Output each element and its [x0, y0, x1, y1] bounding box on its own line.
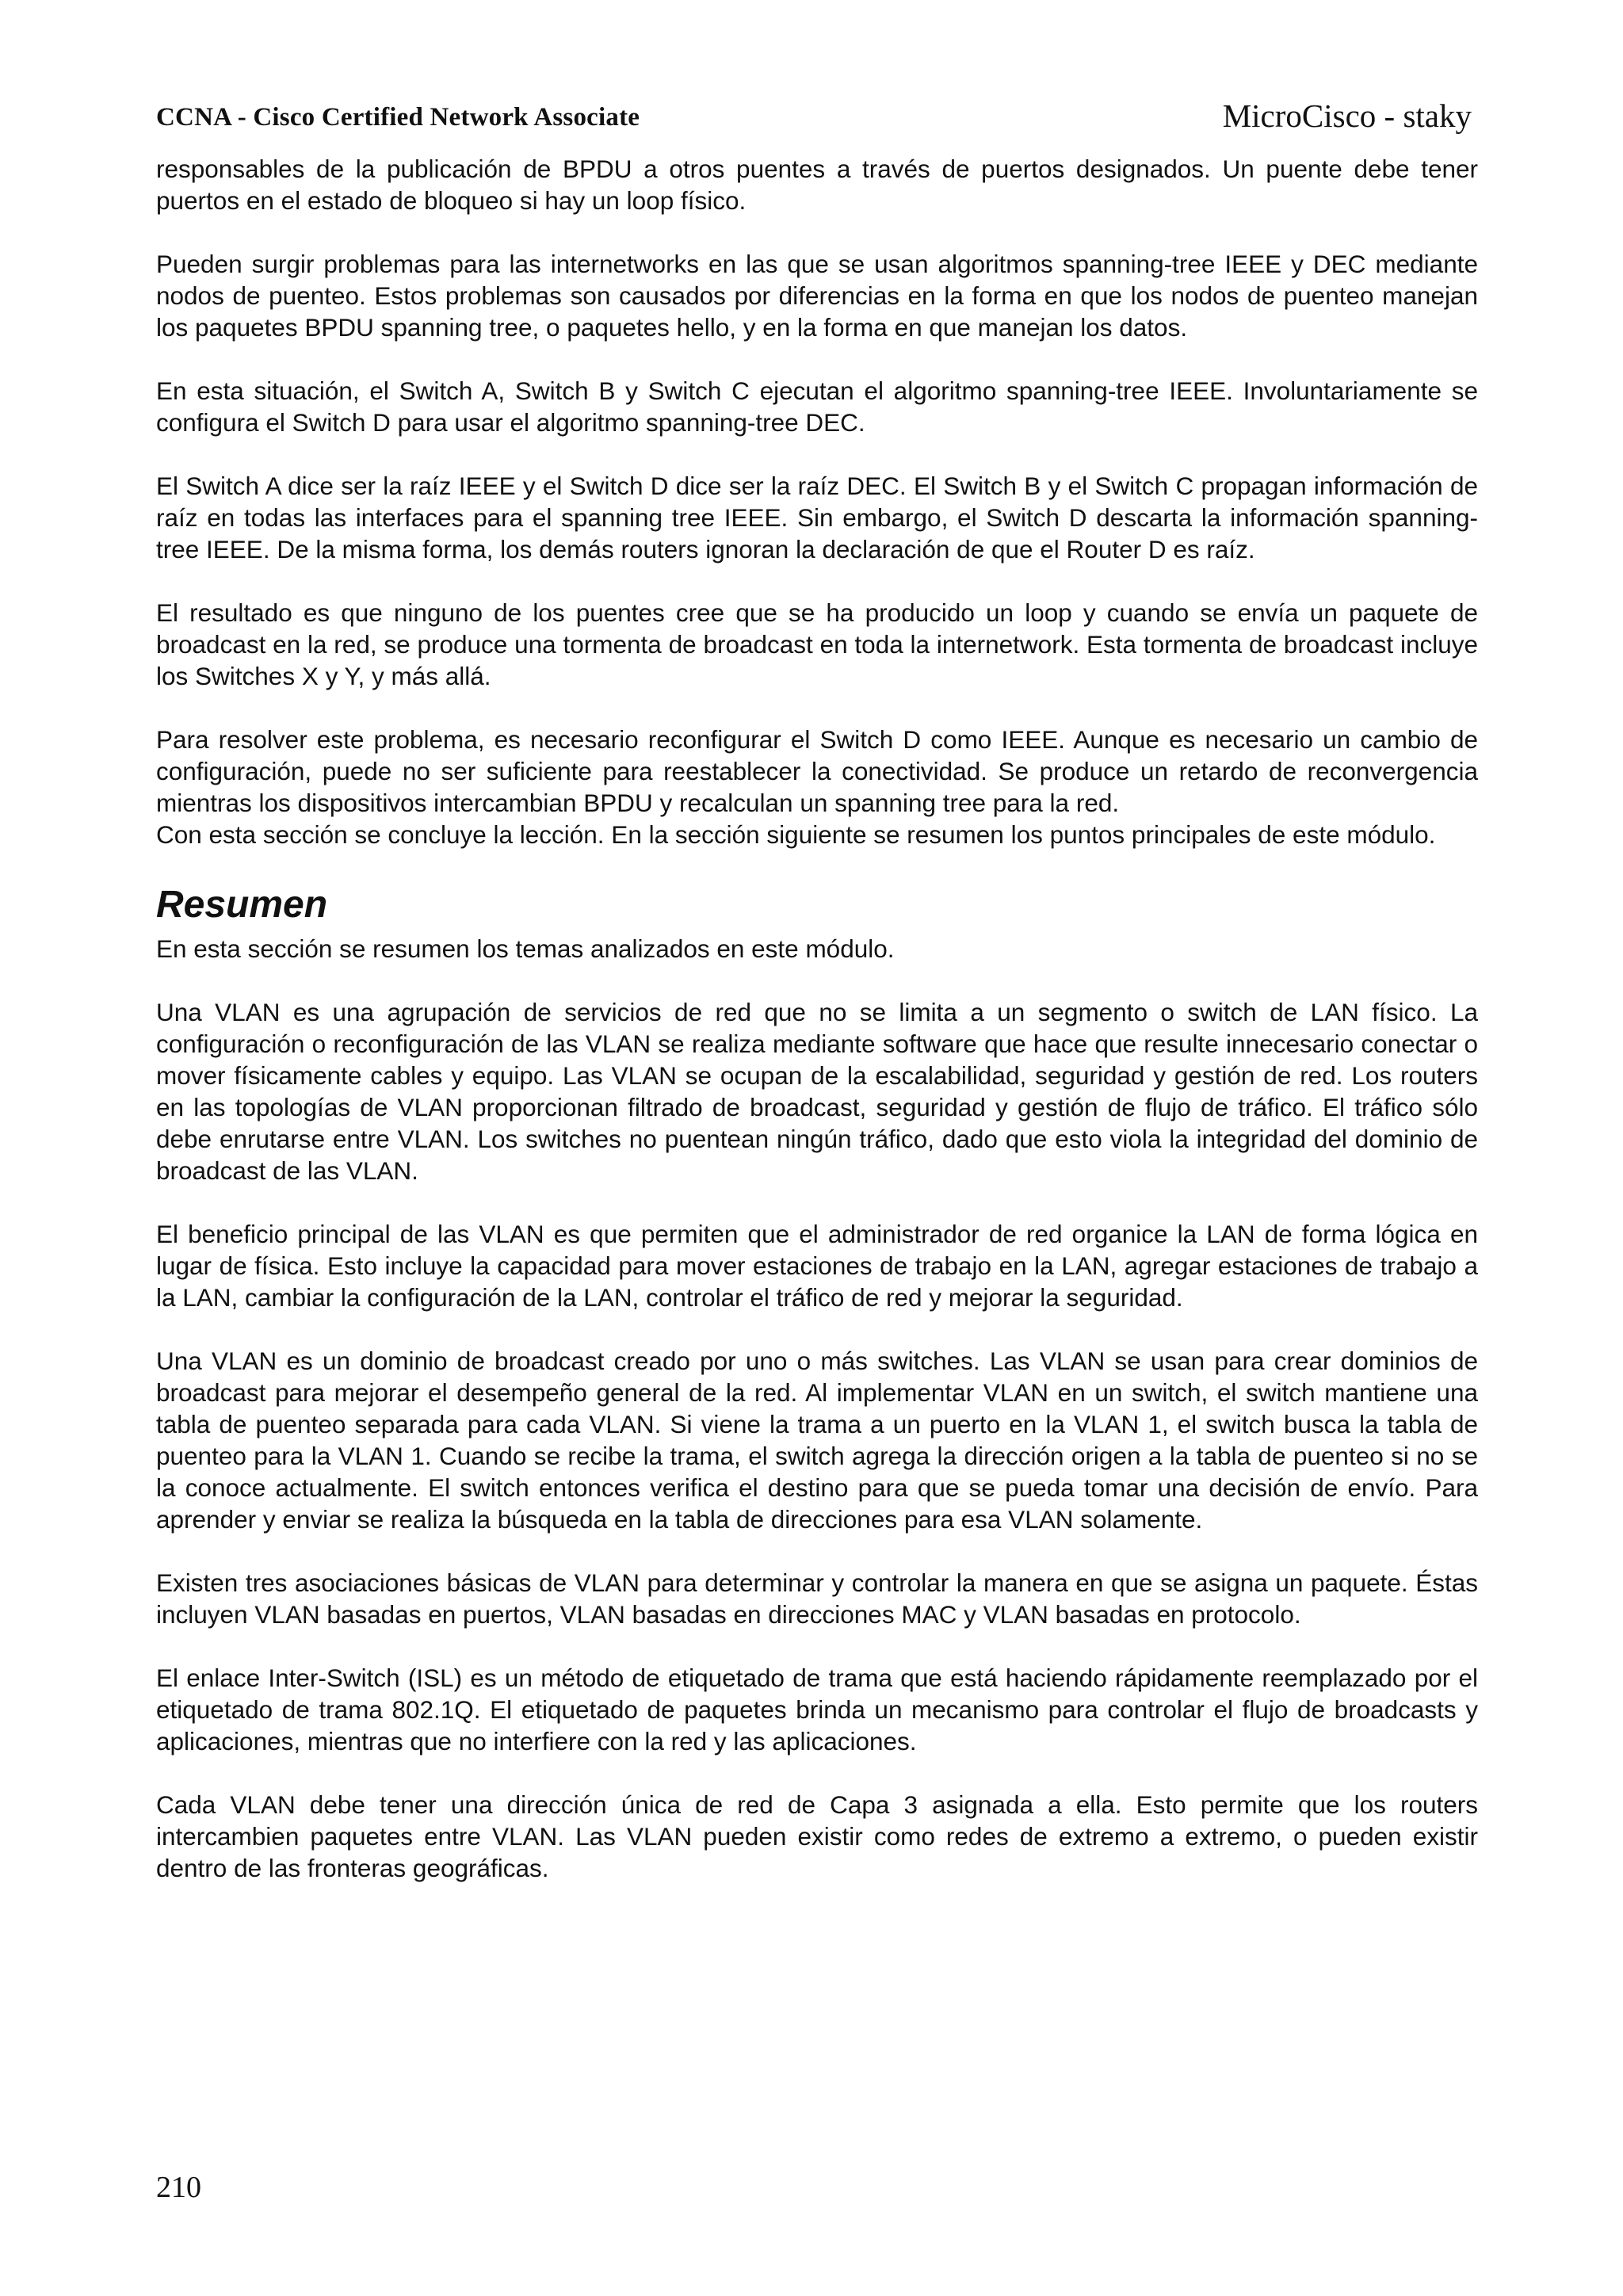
paragraph: Cada VLAN debe tener una dirección única de red de Capa 3 asignada a ella. Esto permite que los routers intercambien paquetes entre VLAN. Las VLAN pueden existir como redes de extremo a extremo, o pueden existir dentro de las fronteras geográficas. [156, 1790, 1478, 1882]
paragraph: El Switch A dice ser la raíz IEEE y el Switch D dice ser la raíz DEC. El Switch B y el Switch C propagan información de raíz en todas las interfaces para el spanning tree IEEE. Sin embargo, el Switch D descarta la información spanning-tree IEEE. De la misma forma, los demás routers ignoran la declaración de que el Router D es raíz. [156, 472, 1478, 563]
paragraph: Una VLAN es un dominio de broadcast creado por uno o más switches. Las VLAN se usan para crear dominios de broadcast para mejorar el desempeño general de la red. Al implementar VLAN en un switch, el switch mantiene una tabla de puenteo separada para cada VLAN. Si viene la trama a un puerto en la VLAN 1, el switch busca la tabla de puenteo para la VLAN 1. Cuando se recibe la trama, el switch agrega la dirección origen a la tabla de puenteo si no se la conoce actualmente. El switch entonces verifica el destino para que se pueda tomar una decisión de envío. Para aprender y enviar se realiza la búsqueda en la tabla de direcciones para esa VLAN solamente. [156, 1347, 1478, 1534]
paragraph: En esta situación, el Switch A, Switch B y Switch C ejecutan el algoritmo spanning-tree IEEE. Involuntariamente se configura el Switch D para usar el algoritmo spanning-tree DEC. [156, 376, 1478, 437]
paragraph: El resultado es que ninguno de los puentes cree que se ha producido un loop y cuando se envía un paquete de broadcast en la red, se produce una tormenta de broadcast en toda la internetwork. Esta tormenta de broadcast incluye los Switches X y Y, y más allá. [156, 598, 1478, 690]
paragraph: Pueden surgir problemas para las internetworks en las que se usan algoritmos spanning-tree IEEE y DEC mediante nodos de puenteo. Estos problemas son causados por diferencias en la forma en que los nodos de puenteo manejan los paquetes BPDU spanning tree, o paquetes hello, y en la forma en que manejan los datos. [156, 250, 1478, 342]
paragraph: El enlace Inter-Switch (ISL) es un método de etiquetado de trama que está haciendo rápidamente reemplazado por el etiquetado de trama 802.1Q. El etiquetado de paquetes brinda un mecanismo para controlar el flujo de broadcasts y aplicaciones, mientras que no interfiere con la red y las aplicaciones. [156, 1664, 1478, 1755]
section-heading: Resumen [156, 884, 328, 926]
header-author: MicroCisco - staky [1222, 97, 1472, 134]
paragraph: Con esta sección se concluye la lección. En la sección siguiente se resumen los puntos principales de este módulo. [156, 820, 1436, 849]
document-body [156, 153, 1478, 1916]
paragraph: Una VLAN es una agrupación de servicios de red que no se limita a un segmento o switch de LAN físico. La configuración o reconfiguración de las VLAN se realiza mediante software que hace que resulte innecesario conectar o mover físicamente cables y equipo. Las VLAN se ocupan de la escalabilidad, seguridad y gestión de red. Los routers en las topologías de VLAN proporcionan filtrado de broadcast, seguridad y gestión de flujo de tráfico. El tráfico sólo debe enrutarse entre VLAN. Los switches no puentean ningún tráfico, dado que esto viola la integridad del dominio de broadcast de las VLAN. [156, 998, 1478, 1185]
header-title: CCNA - Cisco Certified Network Associate [156, 103, 640, 132]
paragraph: El beneficio principal de las VLAN es que permiten que el administrador de red organice la LAN de forma lógica en lugar de física. Esto incluye la capacidad para mover estaciones de trabajo en la LAN, agregar estaciones de trabajo a la LAN, cambiar la configuración de la LAN, controlar el tráfico de red y mejorar la seguridad. [156, 1220, 1478, 1312]
paragraph: En esta sección se resumen los temas analizados en este módulo. [156, 934, 895, 963]
paragraph: Existen tres asociaciones básicas de VLAN para determinar y controlar la manera en que se asigna un paquete. Éstas incluyen VLAN basadas en puertos, VLAN basadas en direcciones MAC y VLAN basadas en protocolo. [156, 1568, 1478, 1629]
paragraph: responsables de la publicación de BPDU a otros puentes a través de puertos designados. Un puente debe tener puertos en el estado de bloqueo si hay un loop físico. [156, 155, 1478, 215]
page-number: 210 [156, 2171, 201, 2204]
paragraph: Para resolver este problema, es necesario reconfigurar el Switch D como IEEE. Aunque es necesario un cambio de configuración, puede no ser suficiente para reestablecer la conectividad. Se produce un retardo de reconvergencia mientras los dispositivos intercambian BPDU y recalculan un spanning tree para la red. [156, 725, 1478, 817]
page-header [156, 97, 1472, 136]
